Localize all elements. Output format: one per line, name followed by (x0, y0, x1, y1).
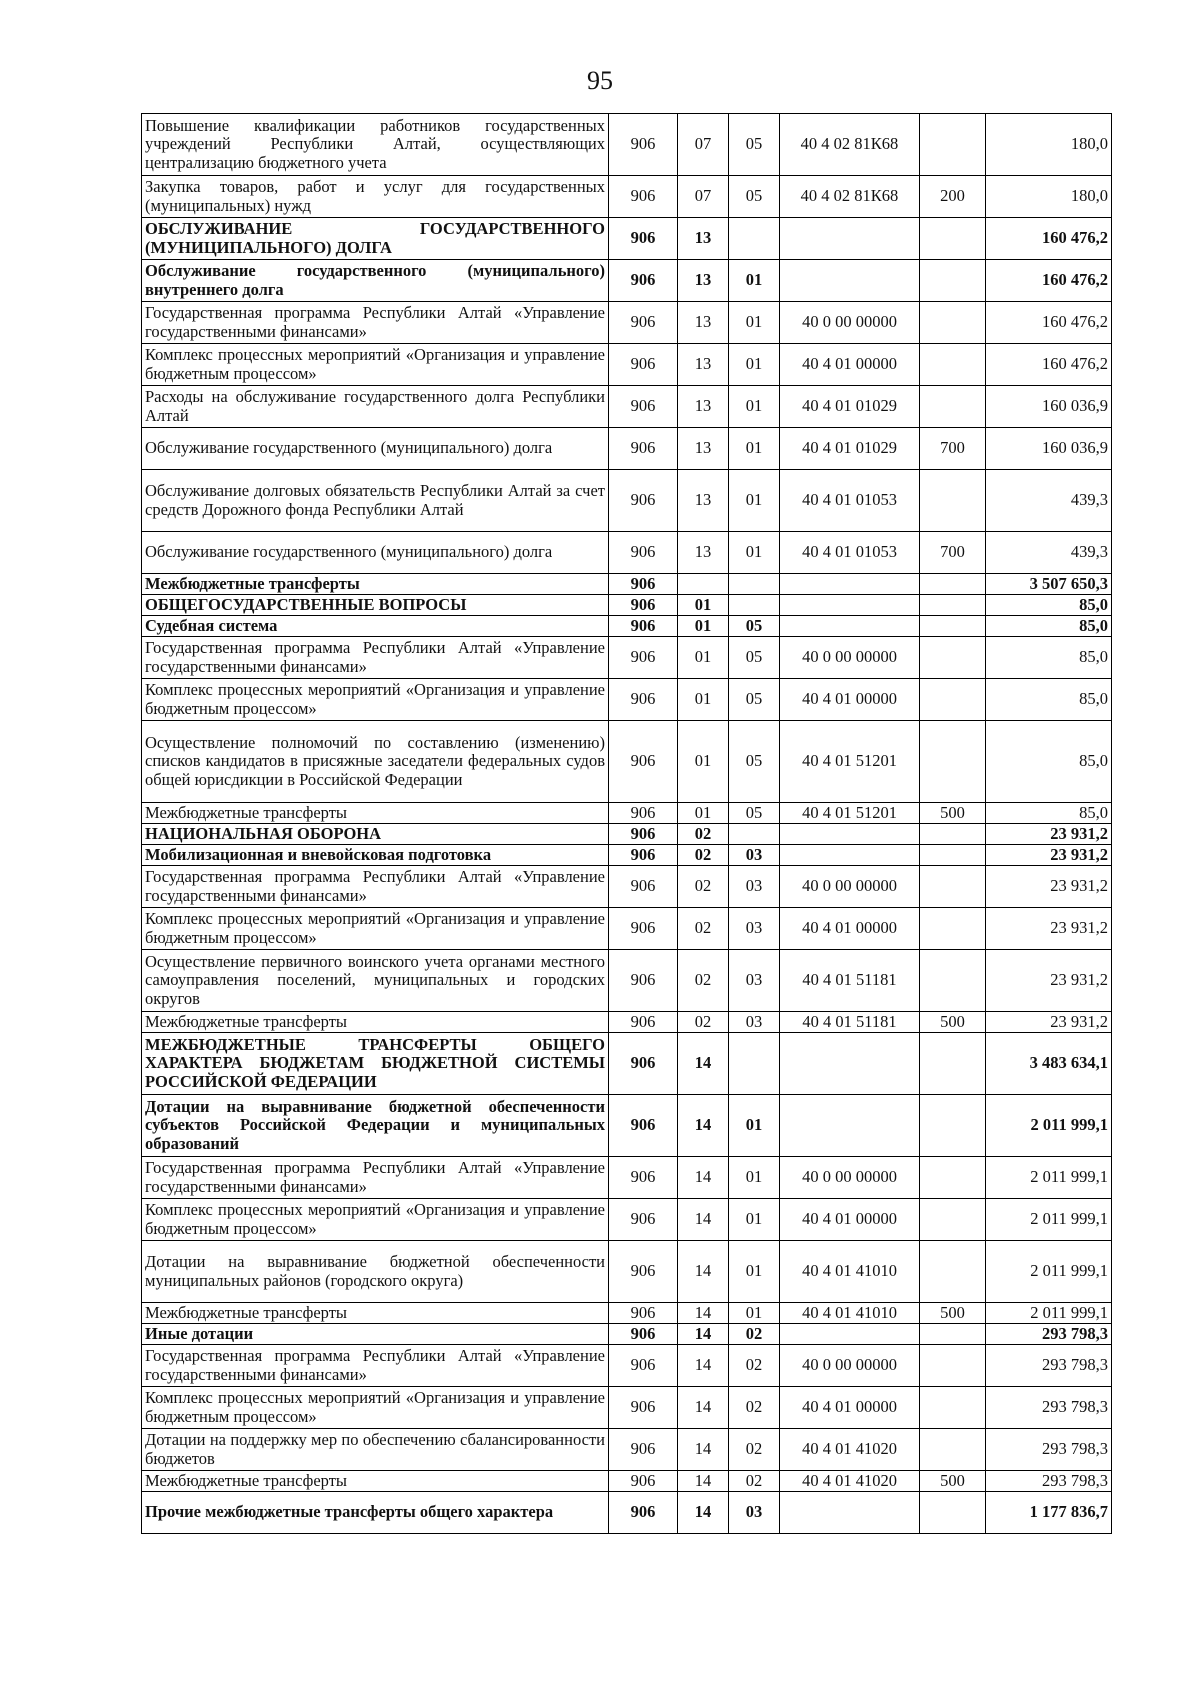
cell-target-article: 40 4 01 51181 (780, 1012, 920, 1033)
cell-amount: 85,0 (986, 637, 1112, 679)
cell-amount: 160 036,9 (986, 428, 1112, 470)
cell-expense-type (920, 908, 986, 950)
cell-target-article (780, 616, 920, 637)
budget-table (141, 113, 1112, 1534)
cell-amount: 3 507 650,3 (986, 574, 1112, 595)
row-name: Расходы на обслуживание государственного долга Республики Алтай (142, 386, 609, 428)
cell-target-article (780, 1033, 920, 1095)
cell-target-article: 40 4 01 41010 (780, 1303, 920, 1324)
cell-amount: 160 476,2 (986, 344, 1112, 386)
page-number: 95 (587, 66, 613, 95)
table-row (142, 1303, 1112, 1324)
cell-target-article: 40 4 01 00000 (780, 679, 920, 721)
row-name: Мобилизационная и вневойсковая подготовка (142, 845, 609, 866)
cell-subsection: 05 (729, 637, 780, 679)
cell-subsection: 05 (729, 176, 780, 218)
table-row (142, 721, 1112, 803)
cell-expense-type: 500 (920, 1303, 986, 1324)
cell-section: 13 (678, 260, 729, 302)
cell-section: 01 (678, 616, 729, 637)
cell-expense-type: 500 (920, 1471, 986, 1492)
cell-amount: 293 798,3 (986, 1429, 1112, 1471)
table-row (142, 845, 1112, 866)
cell-section: 01 (678, 803, 729, 824)
cell-target-article (780, 574, 920, 595)
table-row (142, 1095, 1112, 1157)
cell-target-article: 40 4 01 01053 (780, 470, 920, 532)
cell-ved: 906 (609, 1033, 678, 1095)
cell-ved: 906 (609, 679, 678, 721)
cell-subsection: 01 (729, 260, 780, 302)
cell-expense-type (920, 637, 986, 679)
cell-subsection: 01 (729, 302, 780, 344)
cell-ved: 906 (609, 908, 678, 950)
table-row (142, 260, 1112, 302)
cell-expense-type (920, 1324, 986, 1345)
row-name: Государственная программа Республики Алтай «Управление государственными финансами» (142, 866, 609, 908)
cell-target-article: 40 4 01 41010 (780, 1241, 920, 1303)
cell-subsection: 03 (729, 908, 780, 950)
cell-target-article (780, 845, 920, 866)
cell-amount: 85,0 (986, 679, 1112, 721)
cell-subsection (729, 824, 780, 845)
cell-ved: 906 (609, 1241, 678, 1303)
cell-section (678, 574, 729, 595)
cell-ved: 906 (609, 595, 678, 616)
cell-amount: 180,0 (986, 176, 1112, 218)
cell-expense-type (920, 1095, 986, 1157)
cell-amount: 85,0 (986, 803, 1112, 824)
table-row (142, 595, 1112, 616)
row-name: Комплекс процессных мероприятий «Организация и управление бюджетным процессом» (142, 344, 609, 386)
cell-section: 14 (678, 1345, 729, 1387)
cell-target-article: 40 0 00 00000 (780, 866, 920, 908)
cell-ved: 906 (609, 1095, 678, 1157)
cell-subsection: 05 (729, 803, 780, 824)
cell-expense-type (920, 344, 986, 386)
table-row (142, 1492, 1112, 1534)
cell-ved: 906 (609, 1324, 678, 1345)
cell-ved: 906 (609, 845, 678, 866)
cell-subsection: 05 (729, 616, 780, 637)
cell-target-article: 40 0 00 00000 (780, 302, 920, 344)
cell-section: 01 (678, 595, 729, 616)
cell-target-article: 40 4 01 51181 (780, 950, 920, 1012)
row-name: Межбюджетные трансферты (142, 574, 609, 595)
cell-target-article: 40 4 01 00000 (780, 1387, 920, 1429)
cell-ved: 906 (609, 1387, 678, 1429)
cell-section: 07 (678, 176, 729, 218)
cell-section: 02 (678, 950, 729, 1012)
table-row (142, 679, 1112, 721)
cell-expense-type (920, 260, 986, 302)
cell-section: 07 (678, 114, 729, 176)
cell-section: 02 (678, 824, 729, 845)
cell-expense-type: 200 (920, 176, 986, 218)
cell-ved: 906 (609, 176, 678, 218)
cell-expense-type (920, 1429, 986, 1471)
row-name: Осуществление полномочий по составлению (изменению) списков кандидатов в присяжные заседатели федеральных судов общей юрисдикции в Российской Федерации (142, 721, 609, 803)
cell-ved: 906 (609, 302, 678, 344)
cell-section: 13 (678, 386, 729, 428)
cell-expense-type (920, 679, 986, 721)
cell-amount: 160 476,2 (986, 302, 1112, 344)
table-row (142, 616, 1112, 637)
table-row (142, 1387, 1112, 1429)
cell-expense-type (920, 824, 986, 845)
cell-section: 02 (678, 845, 729, 866)
row-name: Государственная программа Республики Алтай «Управление государственными финансами» (142, 637, 609, 679)
cell-section: 13 (678, 532, 729, 574)
table-row (142, 1429, 1112, 1471)
table-row (142, 1324, 1112, 1345)
cell-expense-type (920, 845, 986, 866)
cell-subsection (729, 574, 780, 595)
cell-expense-type (920, 1157, 986, 1199)
cell-ved: 906 (609, 1199, 678, 1241)
cell-subsection: 05 (729, 721, 780, 803)
cell-expense-type (920, 950, 986, 1012)
cell-subsection: 01 (729, 1157, 780, 1199)
cell-subsection: 03 (729, 866, 780, 908)
cell-section: 13 (678, 218, 729, 260)
row-name: Повышение квалификации работников государственных учреждений Республики Алтай, осуществляющих централизацию бюджетного учета (142, 114, 609, 176)
row-name: МЕЖБЮДЖЕТНЫЕ ТРАНСФЕРТЫ ОБЩЕГО ХАРАКТЕРА БЮДЖЕТАМ БЮДЖЕТНОЙ СИСТЕМЫ РОССИЙСКОЙ ФЕДЕРАЦИИ (142, 1033, 609, 1095)
cell-expense-type (920, 386, 986, 428)
table-row (142, 637, 1112, 679)
table-body (142, 114, 1112, 1534)
cell-target-article: 40 4 01 01053 (780, 532, 920, 574)
cell-amount: 23 931,2 (986, 908, 1112, 950)
cell-ved: 906 (609, 218, 678, 260)
cell-amount: 3 483 634,1 (986, 1033, 1112, 1095)
cell-target-article (780, 824, 920, 845)
cell-section: 14 (678, 1095, 729, 1157)
row-name: Государственная программа Республики Алтай «Управление государственными финансами» (142, 1157, 609, 1199)
cell-subsection: 03 (729, 950, 780, 1012)
cell-amount: 293 798,3 (986, 1471, 1112, 1492)
table-row (142, 176, 1112, 218)
row-name: Осуществление первичного воинского учета органами местного самоуправления поселений, муниципальных и городских округов (142, 950, 609, 1012)
row-name: Комплекс процессных мероприятий «Организация и управление бюджетным процессом» (142, 908, 609, 950)
cell-target-article: 40 0 00 00000 (780, 1157, 920, 1199)
cell-ved: 906 (609, 532, 678, 574)
table-row (142, 428, 1112, 470)
row-name: Иные дотации (142, 1324, 609, 1345)
cell-target-article: 40 4 01 51201 (780, 721, 920, 803)
row-name: Обслуживание долговых обязательств Республики Алтай за счет средств Дорожного фонда Республики Алтай (142, 470, 609, 532)
table-row (142, 574, 1112, 595)
cell-subsection: 01 (729, 532, 780, 574)
cell-target-article (780, 1324, 920, 1345)
table-row (142, 1033, 1112, 1095)
row-name: Прочие межбюджетные трансферты общего характера (142, 1492, 609, 1534)
table-row (142, 302, 1112, 344)
cell-amount: 85,0 (986, 595, 1112, 616)
cell-section: 14 (678, 1241, 729, 1303)
cell-ved: 906 (609, 803, 678, 824)
cell-target-article (780, 1492, 920, 1534)
cell-section: 14 (678, 1199, 729, 1241)
cell-subsection: 01 (729, 386, 780, 428)
table-row (142, 114, 1112, 176)
cell-subsection: 01 (729, 1095, 780, 1157)
cell-ved: 906 (609, 637, 678, 679)
cell-ved: 906 (609, 721, 678, 803)
cell-amount: 1 177 836,7 (986, 1492, 1112, 1534)
cell-amount: 293 798,3 (986, 1324, 1112, 1345)
cell-amount: 23 931,2 (986, 845, 1112, 866)
cell-subsection: 02 (729, 1324, 780, 1345)
table-row (142, 218, 1112, 260)
cell-amount: 2 011 999,1 (986, 1157, 1112, 1199)
cell-expense-type (920, 616, 986, 637)
cell-section: 13 (678, 344, 729, 386)
cell-section: 13 (678, 302, 729, 344)
table-row (142, 1241, 1112, 1303)
cell-section: 14 (678, 1157, 729, 1199)
cell-ved: 906 (609, 1157, 678, 1199)
cell-ved: 906 (609, 616, 678, 637)
table-row (142, 824, 1112, 845)
cell-ved: 906 (609, 344, 678, 386)
cell-ved: 906 (609, 950, 678, 1012)
cell-section: 13 (678, 428, 729, 470)
table-row (142, 470, 1112, 532)
row-name: Дотации на выравнивание бюджетной обеспеченности муниципальных районов (городского округа) (142, 1241, 609, 1303)
cell-target-article: 40 4 02 81К68 (780, 176, 920, 218)
cell-amount: 293 798,3 (986, 1387, 1112, 1429)
table-row (142, 1471, 1112, 1492)
row-name: Обслуживание государственного (муниципального) долга (142, 428, 609, 470)
row-name: Межбюджетные трансферты (142, 803, 609, 824)
cell-expense-type (920, 574, 986, 595)
table-row (142, 803, 1112, 824)
cell-section: 01 (678, 637, 729, 679)
cell-expense-type (920, 1241, 986, 1303)
cell-subsection: 01 (729, 1199, 780, 1241)
cell-subsection: 02 (729, 1471, 780, 1492)
cell-target-article: 40 4 02 81К68 (780, 114, 920, 176)
cell-target-article: 40 4 01 41020 (780, 1429, 920, 1471)
row-name: Комплекс процессных мероприятий «Организация и управление бюджетным процессом» (142, 1199, 609, 1241)
cell-subsection: 01 (729, 470, 780, 532)
cell-amount: 2 011 999,1 (986, 1095, 1112, 1157)
cell-amount: 439,3 (986, 532, 1112, 574)
row-name: Межбюджетные трансферты (142, 1303, 609, 1324)
cell-subsection (729, 595, 780, 616)
row-name: Дотации на выравнивание бюджетной обеспеченности субъектов Российской Федерации и муниципальных образований (142, 1095, 609, 1157)
cell-subsection: 03 (729, 845, 780, 866)
cell-expense-type: 500 (920, 803, 986, 824)
cell-amount: 180,0 (986, 114, 1112, 176)
cell-ved: 906 (609, 1429, 678, 1471)
cell-expense-type: 700 (920, 428, 986, 470)
row-name: Комплекс процессных мероприятий «Организация и управление бюджетным процессом» (142, 679, 609, 721)
cell-target-article: 40 0 00 00000 (780, 637, 920, 679)
cell-ved: 906 (609, 1303, 678, 1324)
table-row (142, 1345, 1112, 1387)
cell-expense-type (920, 866, 986, 908)
cell-expense-type: 500 (920, 1012, 986, 1033)
row-name: Судебная система (142, 616, 609, 637)
cell-section: 02 (678, 866, 729, 908)
table-row (142, 866, 1112, 908)
cell-section: 02 (678, 908, 729, 950)
row-name: ОБСЛУЖИВАНИЕ ГОСУДАРСТВЕННОГО (МУНИЦИПАЛЬНОГО) ДОЛГА (142, 218, 609, 260)
cell-section: 13 (678, 470, 729, 532)
cell-expense-type (920, 721, 986, 803)
cell-amount: 23 931,2 (986, 1012, 1112, 1033)
cell-target-article: 40 4 01 41020 (780, 1471, 920, 1492)
cell-ved: 906 (609, 866, 678, 908)
cell-ved: 906 (609, 260, 678, 302)
table-row (142, 1157, 1112, 1199)
cell-expense-type (920, 114, 986, 176)
row-name: Обслуживание государственного (муниципального) долга (142, 532, 609, 574)
cell-amount: 2 011 999,1 (986, 1303, 1112, 1324)
cell-amount: 23 931,2 (986, 950, 1112, 1012)
cell-ved: 906 (609, 824, 678, 845)
cell-target-article: 40 4 01 00000 (780, 1199, 920, 1241)
cell-target-article: 40 4 01 01029 (780, 428, 920, 470)
cell-section: 02 (678, 1012, 729, 1033)
row-name: Государственная программа Республики Алтай «Управление государственными финансами» (142, 302, 609, 344)
table-row (142, 950, 1112, 1012)
cell-section: 14 (678, 1429, 729, 1471)
cell-amount: 23 931,2 (986, 824, 1112, 845)
row-name: НАЦИОНАЛЬНАЯ ОБОРОНА (142, 824, 609, 845)
cell-target-article: 40 0 00 00000 (780, 1345, 920, 1387)
cell-amount: 160 036,9 (986, 386, 1112, 428)
cell-subsection: 03 (729, 1012, 780, 1033)
cell-expense-type (920, 470, 986, 532)
cell-expense-type (920, 218, 986, 260)
table-row (142, 344, 1112, 386)
row-name: ОБЩЕГОСУДАРСТВЕННЫЕ ВОПРОСЫ (142, 595, 609, 616)
cell-subsection: 03 (729, 1492, 780, 1534)
cell-expense-type (920, 1492, 986, 1534)
cell-ved: 906 (609, 470, 678, 532)
cell-target-article (780, 595, 920, 616)
cell-expense-type (920, 1345, 986, 1387)
cell-ved: 906 (609, 1012, 678, 1033)
cell-amount: 160 476,2 (986, 260, 1112, 302)
row-name: Межбюджетные трансферты (142, 1471, 609, 1492)
cell-subsection: 01 (729, 1303, 780, 1324)
cell-section: 14 (678, 1303, 729, 1324)
row-name: Государственная программа Республики Алтай «Управление государственными финансами» (142, 1345, 609, 1387)
cell-target-article: 40 4 01 51201 (780, 803, 920, 824)
table-row (142, 908, 1112, 950)
cell-subsection (729, 218, 780, 260)
cell-amount: 85,0 (986, 616, 1112, 637)
cell-ved: 906 (609, 386, 678, 428)
cell-ved: 906 (609, 1345, 678, 1387)
cell-ved: 906 (609, 1492, 678, 1534)
cell-subsection: 02 (729, 1387, 780, 1429)
cell-target-article: 40 4 01 00000 (780, 344, 920, 386)
cell-target-article: 40 4 01 01029 (780, 386, 920, 428)
cell-subsection: 02 (729, 1345, 780, 1387)
cell-amount: 293 798,3 (986, 1345, 1112, 1387)
cell-subsection: 02 (729, 1429, 780, 1471)
row-name: Дотации на поддержку мер по обеспечению сбалансированности бюджетов (142, 1429, 609, 1471)
cell-ved: 906 (609, 1471, 678, 1492)
cell-section: 14 (678, 1492, 729, 1534)
row-name: Обслуживание государственного (муниципального) внутреннего долга (142, 260, 609, 302)
cell-section: 01 (678, 679, 729, 721)
cell-expense-type (920, 1033, 986, 1095)
cell-subsection: 01 (729, 1241, 780, 1303)
cell-amount: 2 011 999,1 (986, 1199, 1112, 1241)
cell-expense-type (920, 1387, 986, 1429)
table-row (142, 1012, 1112, 1033)
cell-ved: 906 (609, 114, 678, 176)
cell-target-article (780, 218, 920, 260)
cell-expense-type (920, 1199, 986, 1241)
cell-target-article (780, 1095, 920, 1157)
cell-ved: 906 (609, 428, 678, 470)
cell-amount: 2 011 999,1 (986, 1241, 1112, 1303)
cell-section: 14 (678, 1033, 729, 1095)
cell-amount: 85,0 (986, 721, 1112, 803)
cell-subsection: 01 (729, 428, 780, 470)
cell-subsection: 05 (729, 114, 780, 176)
cell-amount: 23 931,2 (986, 866, 1112, 908)
cell-target-article: 40 4 01 00000 (780, 908, 920, 950)
cell-expense-type (920, 302, 986, 344)
cell-subsection: 01 (729, 344, 780, 386)
row-name: Закупка товаров, работ и услуг для государственных (муниципальных) нужд (142, 176, 609, 218)
cell-target-article (780, 260, 920, 302)
cell-expense-type: 700 (920, 532, 986, 574)
cell-expense-type (920, 595, 986, 616)
cell-amount: 439,3 (986, 470, 1112, 532)
cell-ved: 906 (609, 574, 678, 595)
table-row (142, 532, 1112, 574)
cell-subsection (729, 1033, 780, 1095)
cell-subsection: 05 (729, 679, 780, 721)
table-row (142, 386, 1112, 428)
row-name: Комплекс процессных мероприятий «Организация и управление бюджетным процессом» (142, 1387, 609, 1429)
row-name: Межбюджетные трансферты (142, 1012, 609, 1033)
cell-section: 14 (678, 1387, 729, 1429)
table-row (142, 1199, 1112, 1241)
cell-section: 01 (678, 721, 729, 803)
cell-section: 14 (678, 1471, 729, 1492)
cell-amount: 160 476,2 (986, 218, 1112, 260)
cell-section: 14 (678, 1324, 729, 1345)
